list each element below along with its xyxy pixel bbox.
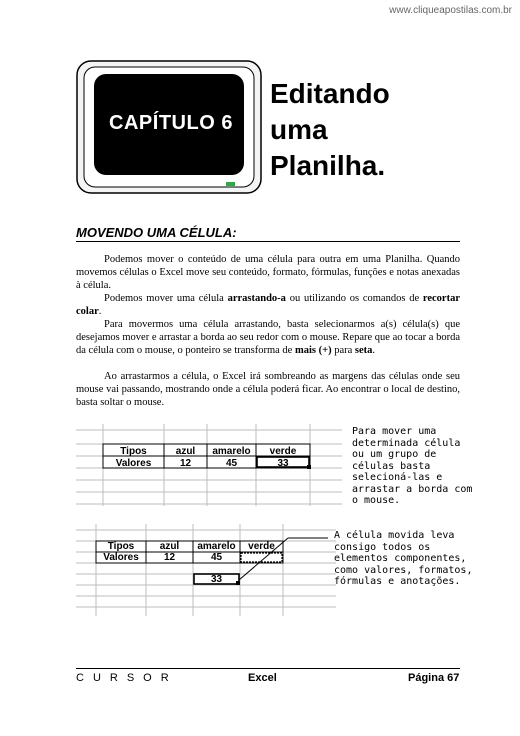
- table-header-cell: verde: [269, 446, 297, 457]
- paragraph-text: .: [98, 306, 102, 317]
- table-cell: 33: [277, 458, 289, 469]
- table-header-cell: Tipos: [107, 541, 135, 552]
- table-cell: 45: [225, 458, 238, 469]
- table-header-cell: azul: [175, 446, 196, 457]
- power-led-icon: [226, 182, 235, 186]
- table-cell: 12: [179, 458, 192, 469]
- footer-subject: Excel: [248, 672, 277, 684]
- example-2-note: A célula movida leva consigo todos os elementos componentes, como valores, formatos, fórmulas e anotações.: [334, 530, 473, 587]
- paragraph-text: Para movermos uma célula arrastando, basta selecionarmos a(s) célula(s) que desejamos mover e arrastar a borda ao seu redor com o mouse. Repare que ao tocar a borda da célula com o mouse, o ponteiro se transforma de: [76, 319, 460, 356]
- paragraph-3: [76, 318, 460, 357]
- table-cell: Valores: [103, 552, 139, 563]
- paragraph-text: Podemos mover uma célula: [104, 293, 228, 304]
- section-heading: MOVENDO UMA CÉLULA:: [76, 225, 237, 240]
- table-header-cell: Tipos: [120, 446, 147, 457]
- paragraph-4: [76, 370, 460, 409]
- chapter-title-line: uma: [270, 114, 328, 145]
- site-url[interactable]: www.cliqueapostilas.com.br: [389, 5, 512, 16]
- paragraph-1: [76, 253, 460, 292]
- moved-cell-value: 33: [210, 574, 223, 585]
- paragraph-text: .: [372, 345, 376, 356]
- page-number: Página 67: [408, 672, 460, 684]
- paragraph-text: ou utilizando os comandos de: [285, 293, 423, 304]
- table-header-cell: amarelo: [212, 446, 251, 457]
- heading-divider: [76, 241, 460, 242]
- spreadsheet-example-2: [76, 524, 336, 616]
- footer-divider: [76, 668, 460, 669]
- table-header-cell: verde: [248, 541, 275, 552]
- table-header-cell: amarelo: [197, 541, 236, 552]
- chapter-title-line: Editando: [270, 78, 390, 109]
- table-cell: 12: [163, 552, 176, 563]
- footer-course-label: CURSOR: [76, 672, 178, 684]
- paragraph-text: Ao arrastarmos a célula, o Excel irá sombreando as margens das células onde seu mouse vai passando, mostrando onde a célula poderá ficar. Ao encontrar o local de destino, basta soltar o mouse.: [76, 371, 460, 408]
- paragraph-text: para: [331, 345, 355, 356]
- emphasis-text: recortar colar: [76, 293, 460, 317]
- chapter-title-line: Planilha.: [270, 150, 386, 181]
- table-cell: 45: [210, 552, 223, 563]
- emphasis-text: seta: [354, 345, 373, 356]
- emphasis-text: mais (+): [294, 345, 332, 356]
- chapter-label: CAPÍTULO 6: [109, 112, 233, 134]
- paragraph-text: Podemos mover o conteúdo de uma célula para outra em uma Planilha. Quando movemos células o Excel move seu conteúdo, formato, fórmulas, funções e notas anexadas à célula.: [76, 254, 460, 291]
- chapter-title: [270, 76, 390, 184]
- emphasis-text: arrastando-a: [227, 293, 286, 304]
- example-1-note: Para mover uma determinada célula ou um grupo de células basta selecioná-las e arrastar a borda com o mouse.: [352, 426, 473, 506]
- table-cell: Valores: [115, 458, 152, 469]
- table-header-cell: azul: [159, 541, 180, 552]
- paragraph-2: [76, 292, 460, 318]
